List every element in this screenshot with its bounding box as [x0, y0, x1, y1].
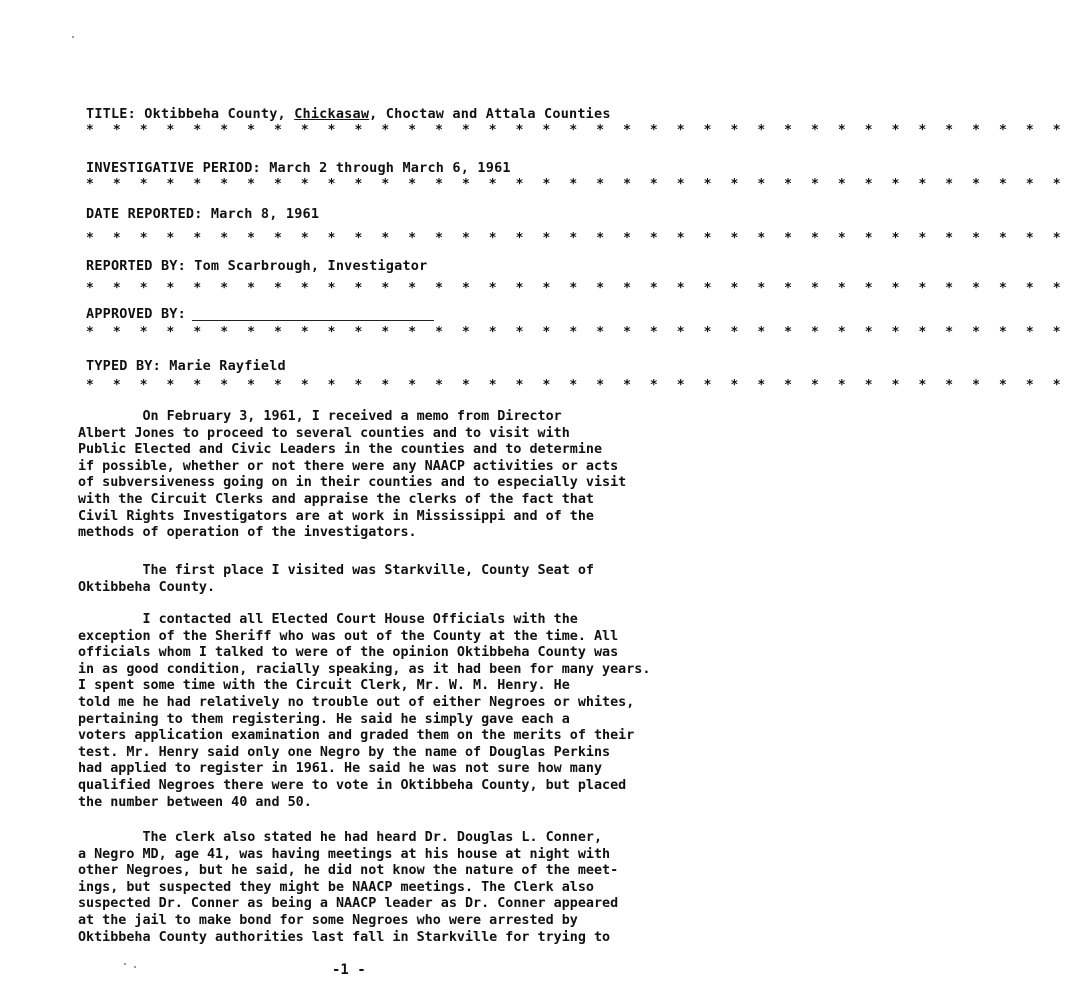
title-value-pre: Oktibbeha County,	[144, 106, 286, 122]
separator-2: * * * * * * * * * * * * * * * * * * * * * * * * * * * * * * * * * * * * *	[86, 177, 1066, 192]
typed-label: TYPED BY:	[86, 358, 161, 374]
page-number: -1 -	[332, 962, 366, 978]
scan-speck	[124, 963, 126, 965]
title-label: TITLE:	[86, 106, 136, 122]
date-label: DATE REPORTED:	[86, 206, 203, 222]
approved-label: APPROVED BY:	[86, 306, 186, 322]
approval-signature-line	[192, 320, 434, 321]
reporter-label: REPORTED BY:	[86, 258, 186, 274]
paragraph-3: I contacted all Elected Court House Officials with the exception of the Sheriff who was out of the County at the time. All officials whom I talked to were of the opinion Oktibbeha County was in as good condition, racially speaking, as it had been for many years. I spent some time with the Circuit Clerk, Mr. W. M. Henry. He told me he had relatively no trouble out of either Negroes or whites, pertaining to them registering. He said he simply gave each a voters application examination and graded them on the merits of their test. Mr. Henry said only one Negro by the name of Douglas Perkins had applied to register in 1961. He said he was not sure how many qualified Negroes there were to vote in Oktibbeha County, but placed the number between 40 and 50.	[78, 612, 651, 810]
reporter-value: Tom Scarbrough, Investigator	[194, 258, 428, 274]
period-line	[86, 160, 511, 176]
paragraph-4: The clerk also stated he had heard Dr. Douglas L. Conner, a Negro MD, age 41, was having meetings at his house at night with other Negroes, but he said, he did not know the nature of the meet- ings, but suspected they might be NAACP meetings. The Clerk also suspected Dr. Conner as being a NAACP leader as Dr. Conner appeared at the jail to make bond for some Negroes who were arrested by Oktibbeha County authorities last fall in Starkville for trying to	[78, 830, 619, 945]
separator-1: * * * * * * * * * * * * * * * * * * * * * * * * * * * * * * * * * * * * *	[86, 123, 1066, 138]
separator-5: * * * * * * * * * * * * * * * * * * * * * * * * * * * * * * * * * * * * *	[86, 325, 1066, 340]
title-value-underlined: Chickasaw	[294, 106, 370, 122]
typed-line	[86, 358, 286, 374]
typed-value: Marie Rayfield	[169, 358, 286, 374]
paragraph-1: On February 3, 1961, I received a memo from Director Albert Jones to proceed to several counties and to visit with Public Elected and Civic Leaders in the counties and to determine if possible, whether or not there were any NAACP activities or acts of subversiveness going on in their counties and to especially visit with the Circuit Clerks and appraise the clerks of the fact that Civil Rights Investigators are at work in Mississippi and of the methods of operation of the investigators.	[78, 409, 627, 541]
reporter-line	[86, 258, 427, 274]
separator-4: * * * * * * * * * * * * * * * * * * * * * * * * * * * * * * * * * * * * *	[86, 281, 1066, 296]
date-line	[86, 206, 319, 222]
period-label: INVESTIGATIVE PERIOD:	[86, 160, 261, 176]
period-value: March 2 through March 6, 1961	[269, 160, 511, 176]
separator-3: * * * * * * * * * * * * * * * * * * * * * * * * * * * * * * * * * * * * *	[86, 231, 1066, 246]
approved-line	[86, 306, 186, 322]
paragraph-2: The first place I visited was Starkville, County Seat of Oktibbeha County.	[78, 563, 594, 595]
title-value-post: , Choctaw and Attala Counties	[369, 106, 611, 122]
scan-speck	[72, 36, 74, 38]
separator-6: * * * * * * * * * * * * * * * * * * * * * * * * * * * * * * * * * * * * *	[86, 378, 1066, 393]
scan-speck	[134, 966, 136, 968]
date-value: March 8, 1961	[210, 206, 320, 222]
title-line	[86, 106, 611, 122]
